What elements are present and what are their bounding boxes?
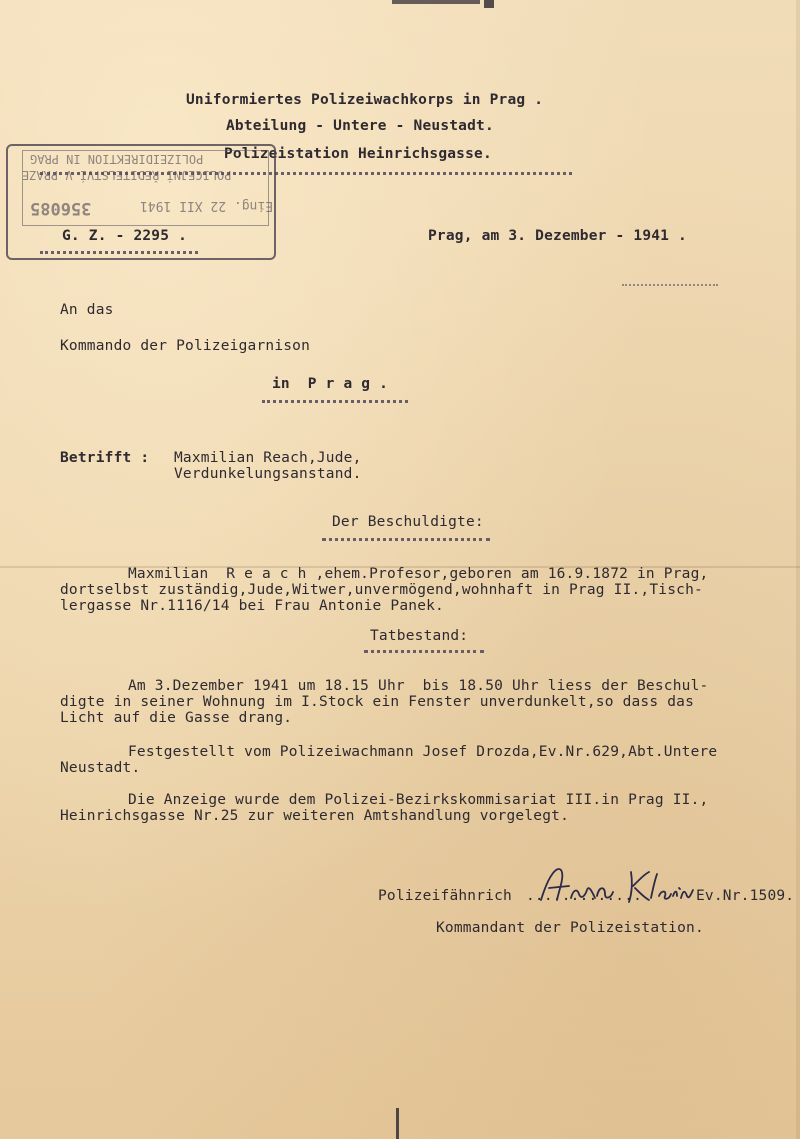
handwritten-signature — [535, 860, 695, 910]
stamp-number: 356085 — [30, 198, 92, 218]
closing-ev-number: Ev.Nr.1509. — [696, 888, 795, 904]
accused-line-1: Maxmilian R e a c h ,ehem.Profesor,geboren am 16.9.1872 in Prag, — [128, 566, 709, 582]
recipient-line-1: An das — [60, 302, 114, 318]
header-line-1: Uniformiertes Polizeiwachkorps in Prag . — [186, 92, 544, 108]
recipient-line-3: in P r a g . — [272, 376, 389, 392]
recipient-line-2: Kommando der Polizeigarnison — [60, 338, 311, 354]
stamp-date: Eing. 22 XII 1941 — [140, 198, 274, 213]
header-line-2: Abteilung - Untere - Neustadt. — [226, 118, 494, 134]
accused-line-3: lergasse Nr.1116/14 bei Frau Antonie Panek. — [60, 598, 444, 614]
closing-rank: Polizeifähnrich — [378, 888, 512, 904]
facts-para1-line-2: digte in seiner Wohnung im I.Stock ein Fenster unverdunkelt,so dass das — [60, 694, 695, 710]
recipient-underline — [262, 400, 408, 403]
section-heading-facts: Tatbestand: — [370, 628, 469, 644]
stamp-line-2: POLICEJNÍ ŘEDITELSTVÍ V PRAZE — [22, 168, 232, 182]
subject-line-2: Verdunkelungsanstand. — [174, 466, 362, 482]
punch-mark-top — [392, 0, 480, 4]
section-heading-facts-underline — [364, 650, 484, 653]
facts-para1-line-1: Am 3.Dezember 1941 um 18.15 Uhr bis 18.50 Uhr liess der Beschul- — [128, 678, 709, 694]
closing-title: Kommandant der Polizeistation. — [436, 920, 704, 936]
closing-dots: ............. — [526, 888, 643, 904]
stamp-line-1: POLIZEIDIREKTION IN PRAG — [30, 152, 204, 166]
punch-mark-top-right — [484, 0, 494, 8]
facts-para3-line-1: Die Anzeige wurde dem Polizei-Bezirkskommisariat III.in Prag II., — [128, 792, 709, 808]
subject-line-1: Maxmilian Reach,Jude, — [174, 450, 362, 466]
facts-para2-line-2: Neustadt. — [60, 760, 141, 776]
section-heading-accused-underline — [322, 538, 490, 541]
date-underline — [622, 284, 718, 286]
place-date: Prag, am 3. Dezember - 1941 . — [428, 228, 687, 244]
facts-para1-line-3: Licht auf die Gasse drang. — [60, 710, 293, 726]
paper-edge — [796, 0, 800, 1139]
punch-mark-bottom — [396, 1108, 399, 1139]
header-line-3: Polizeistation Heinrichsgasse. — [224, 146, 492, 162]
reference-underline — [40, 251, 198, 254]
facts-para2-line-1: Festgestellt vom Polizeiwachmann Josef Drozda,Ev.Nr.629,Abt.Untere — [128, 744, 718, 760]
section-heading-accused: Der Beschuldigte: — [332, 514, 484, 530]
accused-line-2: dortselbst zuständig,Jude,Witwer,unvermögend,wohnhaft in Prag II.,Tisch- — [60, 582, 703, 598]
facts-para3-line-2: Heinrichsgasse Nr.25 zur weiteren Amtshandlung vorgelegt. — [60, 808, 569, 824]
subject-label: Betrifft : — [60, 450, 150, 466]
reference-number: G. Z. - 2295 . — [62, 228, 188, 244]
